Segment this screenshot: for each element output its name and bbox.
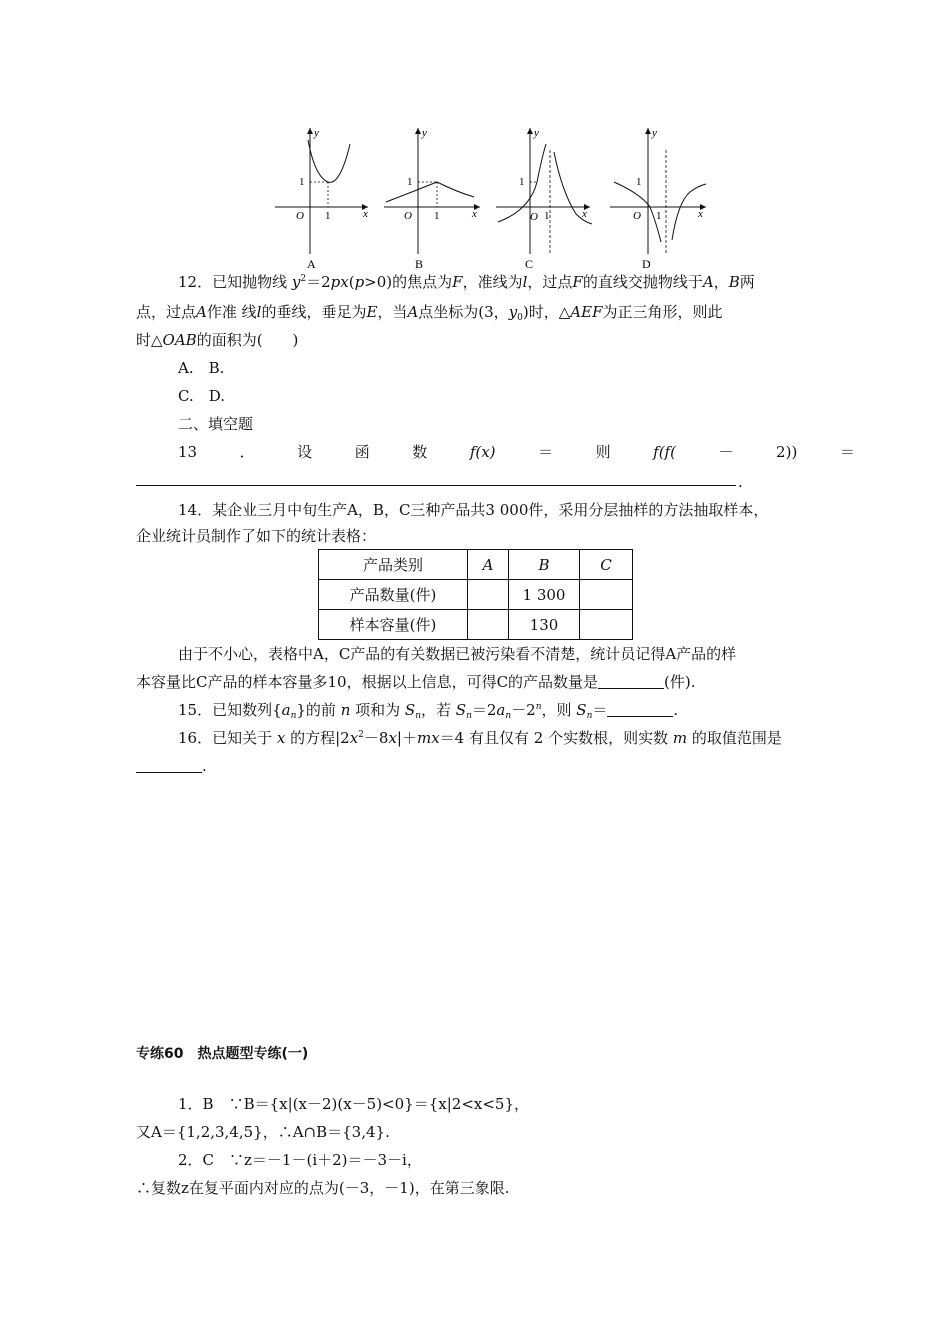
section-fill-in-heading: 二、填空题 bbox=[178, 415, 254, 433]
stats-table bbox=[318, 549, 633, 640]
graph-d-x-label: x bbox=[698, 208, 703, 220]
q12-line1: 12．已知抛物线 $y^2=2px(p>0)$的焦点为F，准线为l，过点F的直线交抛物线于A，B两 bbox=[178, 273, 755, 291]
graph-c bbox=[496, 127, 592, 271]
q16-line1: 16．已知关于 x 的方程$|2x^2-8x|+mx=4$ 有且仅有 2 个实数根，则实数 m 的取值范围是 bbox=[178, 729, 782, 747]
table-row bbox=[319, 580, 633, 610]
table-header-a: A bbox=[468, 550, 509, 580]
graph-c-x-label: x bbox=[582, 208, 587, 220]
table-cell: 130 bbox=[509, 610, 580, 640]
q13-end-period: . bbox=[738, 473, 743, 491]
graph-d-tick-y: 1 bbox=[636, 176, 642, 188]
table-header-row bbox=[319, 550, 633, 580]
table-cell bbox=[468, 610, 509, 640]
graph-b-label: B bbox=[415, 257, 424, 271]
graph-d-y-label: y bbox=[652, 127, 657, 139]
table-cell: 样本容量(件) bbox=[319, 610, 468, 640]
q12-options-ab: A. B. bbox=[178, 359, 225, 377]
graph-b bbox=[384, 127, 480, 271]
q12-options-cd: C. D. bbox=[178, 387, 225, 405]
function-graphs-figure bbox=[270, 122, 710, 272]
graph-c-tick-x: 1 bbox=[544, 210, 550, 222]
answer-1-line2: 又A＝{1,2,3,4,5}，∴A∩B＝{3,4}. bbox=[136, 1123, 390, 1141]
q15-answer-blank[interactable] bbox=[607, 702, 673, 717]
q14-line4: 本容量比C产品的样本容量多10，根据以上信息，可得C的产品数量是 (件). bbox=[136, 673, 696, 691]
graph-b-origin: O bbox=[404, 210, 412, 222]
table-cell bbox=[580, 610, 633, 640]
table-header-b: B bbox=[509, 550, 580, 580]
graph-b-tick-y: 1 bbox=[407, 176, 413, 188]
graph-b-tick-x: 1 bbox=[434, 210, 440, 222]
graph-c-tick-y: 1 bbox=[519, 176, 525, 188]
graph-d-tick-x: 1 bbox=[656, 210, 662, 222]
q15-line: 15．已知数列$\{a_n\}$的前 n 项和为 $S_n$，若 $S_n=2a_n-2^n$，则 $S_n=$ . bbox=[178, 701, 679, 721]
graph-a-y-label: y bbox=[314, 127, 319, 139]
q12-line3: 时△OAB的面积为( ) bbox=[136, 331, 299, 349]
graph-d-label: D bbox=[642, 257, 651, 271]
graph-b-x-label: x bbox=[472, 208, 477, 220]
q13-answer-blank[interactable] bbox=[136, 485, 736, 486]
q13-line1: 13 ． 设 函 数 f(x) ＝ 则 f(f( － 2)) ＝ bbox=[178, 443, 855, 461]
graph-c-origin: O bbox=[530, 211, 538, 223]
table-cell: 1 300 bbox=[509, 580, 580, 610]
graph-b-y-label: y bbox=[422, 127, 427, 139]
table-cell: 产品数量(件) bbox=[319, 580, 468, 610]
answer-2-line2: ∴复数z在复平面内对应的点为(－3，－1)，在第三象限. bbox=[136, 1179, 510, 1197]
graph-a-tick-y: 1 bbox=[299, 176, 305, 188]
graph-a-label: A bbox=[307, 257, 316, 271]
table-cell bbox=[468, 580, 509, 610]
q14-answer-blank[interactable] bbox=[598, 674, 664, 689]
q16-answer-blank[interactable] bbox=[136, 758, 202, 773]
graph-a-x-label: x bbox=[363, 208, 368, 220]
graph-c-y-label: y bbox=[534, 127, 539, 139]
answer-1-line1: 1．B ∵B＝{x|(x－2)(x－5)<0}＝{x|2<x<5}， bbox=[178, 1095, 529, 1113]
answers-title: 专练60 热点题型专练(一) bbox=[136, 1046, 309, 1062]
q12-line2: 点，过点A作准 线l的垂线，垂足为E，当A点坐标为(3，$y_0$)时，△AEF为正三角形，则此 bbox=[136, 303, 723, 323]
graph-a-tick-x: 1 bbox=[325, 210, 331, 222]
q14-line3: 由于不小心，表格中A，C产品的有关数据已被污染看不清楚，统计员记得A产品的样 bbox=[178, 645, 737, 663]
graph-c-label: C bbox=[525, 257, 534, 271]
table-cell bbox=[580, 580, 633, 610]
answer-2-line1: 2．C ∵z＝－1－(i＋2)＝－3－i， bbox=[178, 1151, 422, 1169]
graph-a bbox=[275, 127, 368, 271]
q16-line2: . bbox=[136, 756, 207, 776]
table-row bbox=[319, 610, 633, 640]
q14-line1: 14．某企业三月中旬生产A，B，C三种产品共3 000件，采用分层抽样的方法抽取样本， bbox=[178, 501, 769, 519]
table-header-category: 产品类别 bbox=[319, 550, 468, 580]
graph-a-origin: O bbox=[296, 210, 304, 222]
graph-d bbox=[610, 127, 706, 271]
q14-line2: 企业统计员制作了如下的统计表格： bbox=[136, 527, 377, 545]
table-header-c: C bbox=[580, 550, 633, 580]
graph-d-origin: O bbox=[633, 210, 641, 222]
